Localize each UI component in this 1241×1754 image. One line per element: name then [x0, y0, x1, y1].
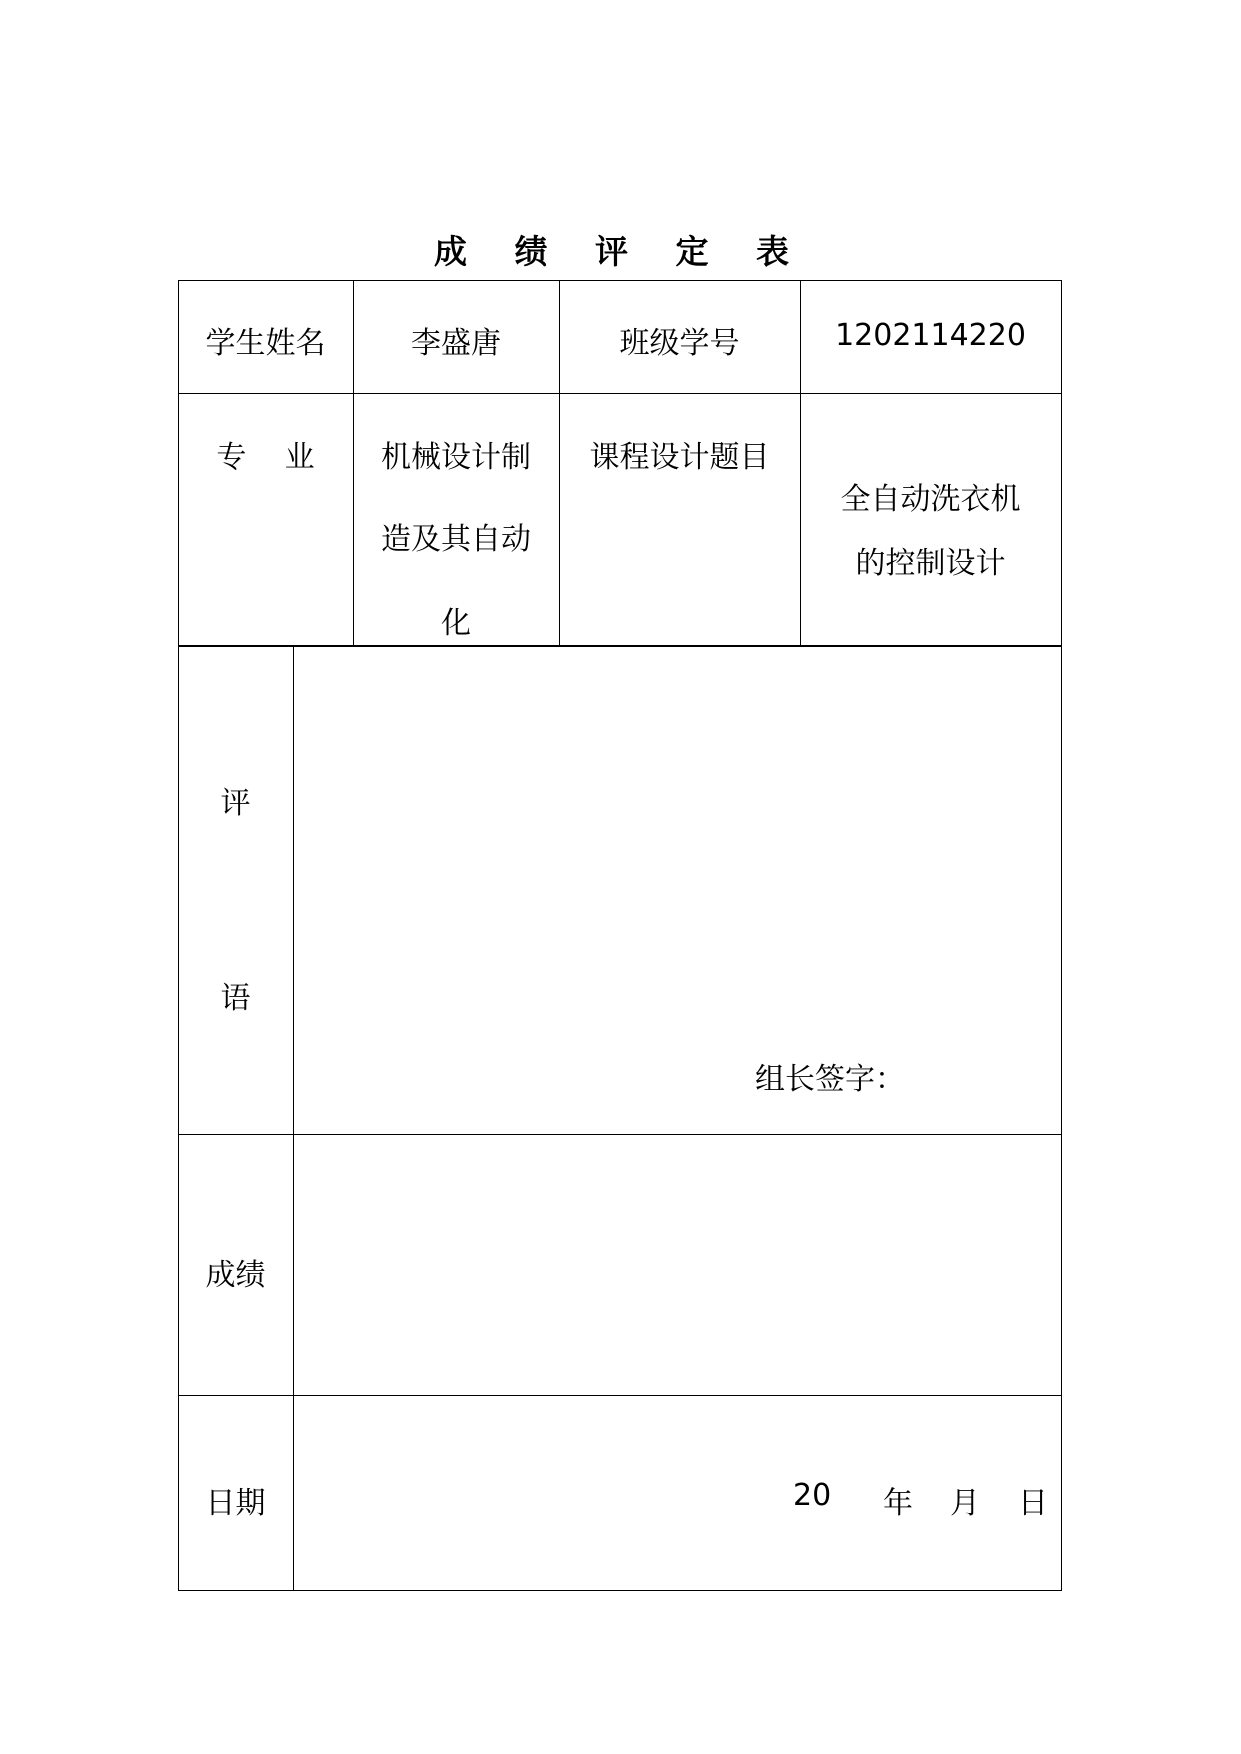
form-title: 成 绩 评 定 表	[434, 232, 807, 271]
student-name-label: 学生姓名	[205, 326, 326, 361]
row-divider-2	[178, 645, 1062, 647]
row-divider-3	[178, 1134, 1062, 1135]
date-day-unit: 日	[1018, 1486, 1048, 1521]
major-value-line-3: 化	[441, 606, 471, 641]
comments-label-bottom: 语	[220, 981, 251, 1016]
grade-label: 成绩	[205, 1258, 266, 1293]
course-topic-value-line-1: 全自动洗衣机	[840, 482, 1021, 517]
table-border-top	[178, 280, 1062, 281]
col-divider-label	[293, 646, 294, 1591]
row-divider-1	[178, 393, 1062, 394]
date-year-unit: 年	[883, 1486, 913, 1521]
date-month-unit: 月	[950, 1486, 980, 1521]
table-border-right	[1061, 280, 1062, 1591]
major-value-line-2: 造及其自动	[381, 522, 531, 557]
class-id-label: 班级学号	[619, 326, 740, 361]
comments-label-top: 评	[220, 786, 251, 821]
table-border-left	[178, 280, 179, 1591]
course-topic-value-line-2: 的控制设计	[855, 546, 1006, 581]
table-border-bottom	[178, 1590, 1062, 1591]
row-divider-4	[178, 1395, 1062, 1396]
leader-signature-label: 组长签字：	[755, 1062, 905, 1097]
date-label: 日期	[205, 1486, 266, 1521]
date-year-prefix: 20	[793, 1478, 832, 1513]
major-value-line-1: 机械设计制	[381, 440, 531, 475]
major-label: 专 业	[216, 440, 315, 475]
class-id-value: 1202114220	[835, 318, 1026, 353]
course-topic-label: 课程设计题目	[589, 440, 770, 475]
student-name-value: 李盛唐	[411, 326, 501, 361]
